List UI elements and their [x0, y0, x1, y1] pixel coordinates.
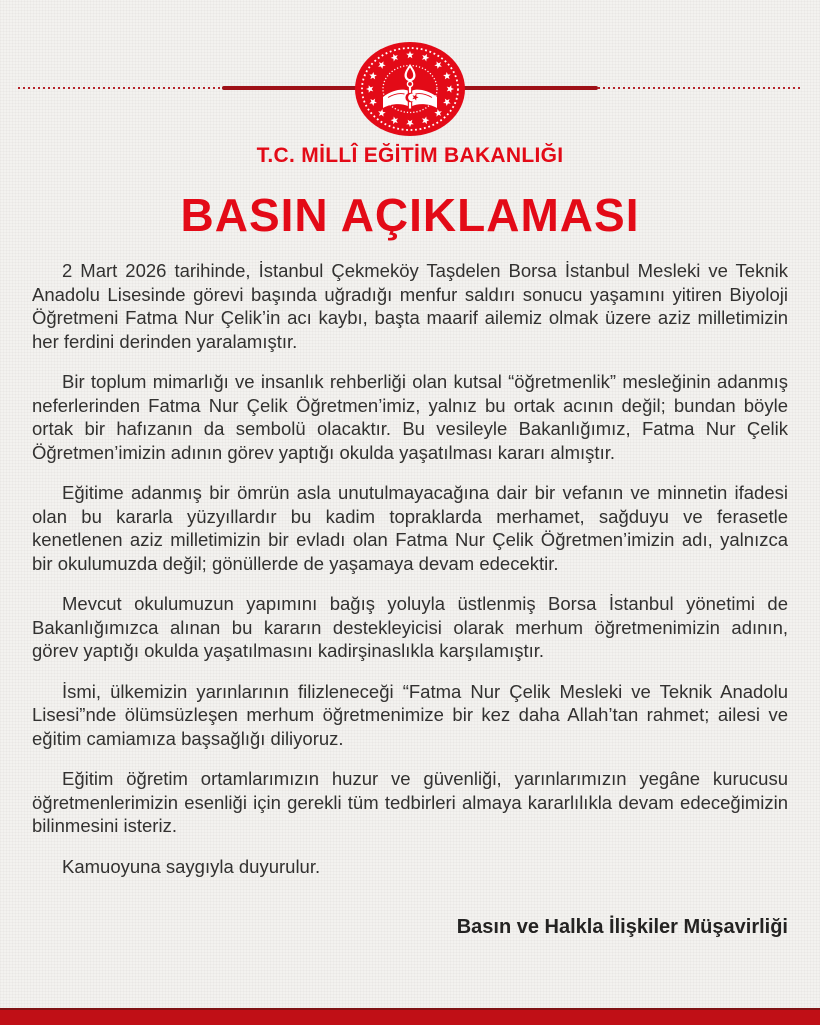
signature: Basın ve Halkla İlişkiler Müşavirliği — [456, 916, 788, 938]
body-paragraph: Eğitime adanmış bir ömrün asla unutulmayacağına dair bir vefanın ve minnetin ifadesi olan bu kararla yüzyıllardır bu kadim topraklarda merhamet, sağduyu ve ferasetle kenetlenen aziz milletimizin bir evladı olan Fatma Nur Çelik Öğretmen’imizin adı, yalnızca bir okulumuzda değil; gönüllerde de yaşamaya devam edecektir. — [32, 482, 788, 574]
header-divider-dotted-right — [598, 87, 802, 89]
press-release-body — [32, 259, 788, 939]
press-release-headline: BASIN AÇIKLAMASI — [180, 189, 640, 241]
ministry-title: T.C. MİLLÎ EĞİTİM BAKANLIĞI — [256, 144, 564, 167]
meb-emblem-icon — [355, 42, 465, 136]
header-divider-dotted-left — [18, 87, 222, 89]
body-paragraph: Kamuoyuna saygıyla duyurulur. — [62, 855, 321, 877]
body-paragraph: Mevcut okulumuzun yapımını bağış yoluyla üstlenmiş Borsa İstanbul yönetimi de Bakanlığımızca alınan bu kararın destekleyicisi olarak merhum öğretmenimizin adının, görev yaptığı okulda yaşatılmasını kadirşinaslıkla karşılamıştır. — [32, 593, 788, 661]
body-paragraph: Eğitim öğretim ortamlarımızın huzur ve güvenliği, yarınlarımızın yegâne kurucusu öğretmenlerimizin esenliği için gerekli tüm tedbirleri almaya kararlılıkla devam edeceğimizin bilinmesini isteriz. — [32, 768, 788, 836]
meb-logo — [355, 42, 465, 136]
body-paragraph: Bir toplum mimarlığı ve insanlık rehberliği olan kutsal “öğretmenlik” mesleğinin adanmış neferlerinden Fatma Nur Çelik Öğretmen’imiz, yalnız bu ortak acının değil; bundan böyle ortak bir hafızanın da sembolü olacaktır. Bu vesileyle Bakanlığımız, Fatma Nur Çelik Öğretmen’imizin adının görev yaptığı okulda yaşatılması kararı almıştır. — [32, 371, 788, 463]
body-paragraph: 2 Mart 2026 tarihinde, İstanbul Çekmeköy Taşdelen Borsa İstanbul Mesleki ve Teknik Anadolu Lisesinde görevi başında uğradığı menfur saldırı sonucu yaşamını yitiren Biyoloji Öğretmeni Fatma Nur Çelik’in acı kaybı, başta maarif ailemiz olmak üzere aziz milletimizin her ferdini derinden yaralamıştır. — [32, 260, 788, 352]
body-paragraph: İsmi, ülkemizin yarınlarının filizleneceği “Fatma Nur Çelik Mesleki ve Teknik Anadolu Lisesi”nde ölümsüzleşen merhum öğretmenimize bir kez daha Allah’tan rahmet; ailesi ve eğitim camiamıza başsağlığı diliyoruz. — [32, 680, 788, 749]
footer-red-bar — [0, 1008, 820, 1025]
